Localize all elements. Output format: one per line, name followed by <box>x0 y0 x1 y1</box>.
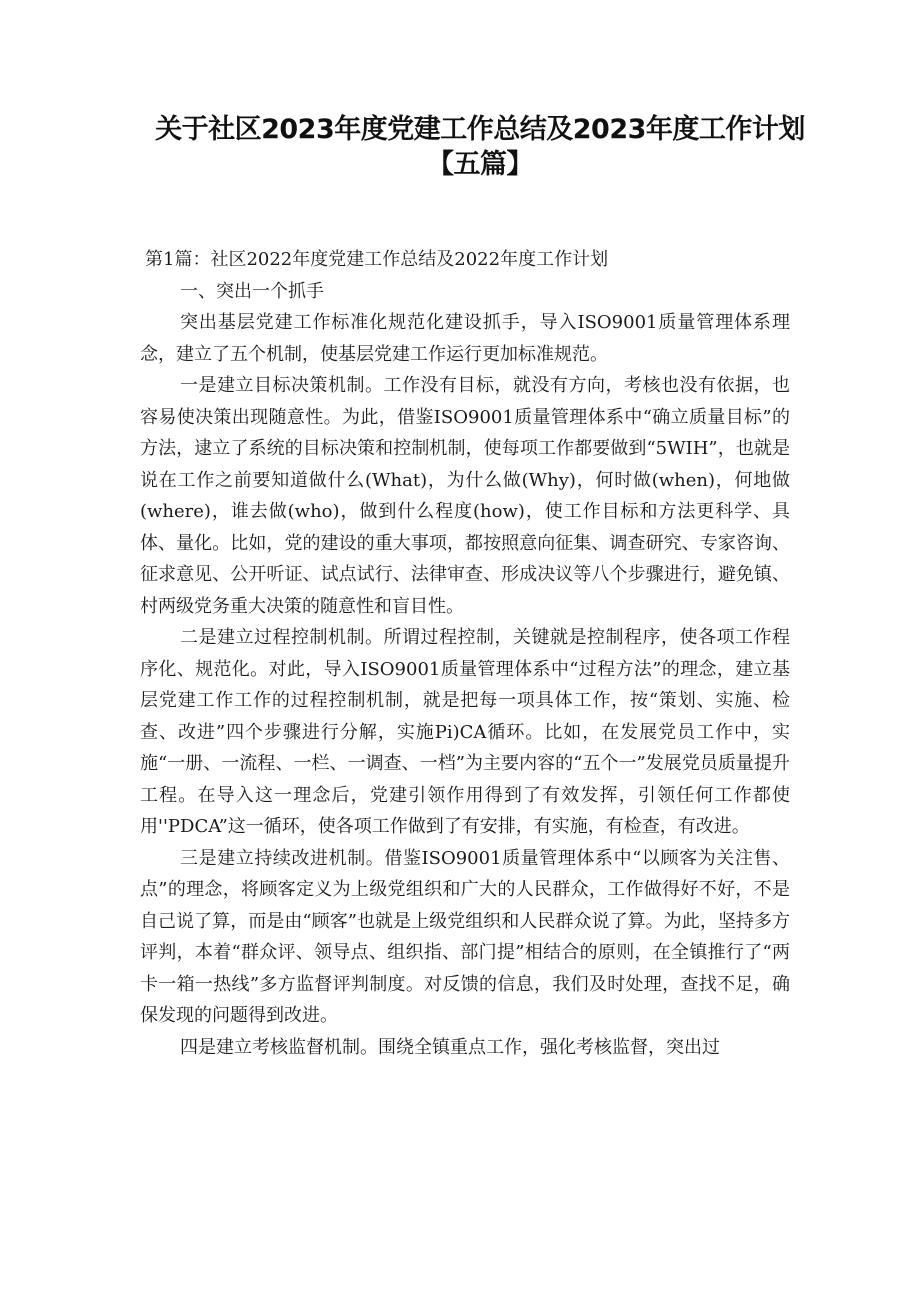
paragraph: 三是建立持续改进机制。借鉴ISO9001质量管理体系中“以顾客为关注售、点”的理念，将顾客定义为上级党组织和广大的人民群众，工作做得好不好，不是自己说了算，而是由“顾客”也就是上级党组织和人民群众说了算。为此，坚持多方评判，本着“群众评、领导点、组织指、部门提”相结合的原则，在全镇推行了“两卡一箱一热线”多方监督评判制度。对反馈的信息，我们及时处理，查找不足，确保发现的问题得到改进。 <box>140 847 790 1026</box>
document-title: 关于社区2023年度党建工作总结及2023年度工作计划 <box>155 114 805 145</box>
document-body <box>140 244 790 1063</box>
paragraph: 突出基层党建工作标准化规范化建设抓手，导入ISO9001质量管理体系理念，建立了五个机制，使基层党建工作运行更加标准规范。 <box>140 312 790 365</box>
paragraph: 二是建立过程控制机制。所谓过程控制，关键就是控制程序，使各项工作程序化、规范化。对此，导入ISO9001质量管理体系中“过程方法”的理念，建立基层党建工作工作的过程控制机制，就是把每一项具体工作，按“策划、实施、检查、改进”四个步骤进行分解，实施Pi)CA循环。比如，在发展党员工作中，实施“一册、一流程、一栏、一调查、一档”为主要内容的“五个一”发展党员质量提升工程。在导入这一理念后，党建引领作用得到了有效发挥，引领任何工作都使用''PDCA”这一循环，使各项工作做到了有安排，有实施，有检查，有改进。 <box>140 627 790 837</box>
document-title-suffix: 【五篇】 <box>427 149 533 180</box>
section-heading: 一、突出一个抓手 <box>180 280 324 302</box>
paragraph: 四是建立考核监督机制。围绕全镇重点工作，强化考核监督，突出过 <box>180 1036 720 1058</box>
article-subheading: 第1篇：社区2022年度党建工作总结及2022年度工作计划 <box>145 249 609 270</box>
paragraph: 一是建立目标决策机制。工作没有目标，就没有方向，考核也没有依据，也容易使决策出现随意性。为此，借鉴ISO9001质量管理体系中“确立质量目标”的方法，逮立了系统的目标决策和控制机制，使每项工作都要做到“5WIH”，也就是说在工作之前要知道做什么(What)，为什么做(Why)，何时做(when)，何地做(where)，谁去做(who)，做到什么程度(how)，使工作目标和方法更科学、具体、量化。比如，党的建设的重大事项，都按照意向征集、调查研究、专家咨询、征求意见、公开听证、试点试行、法律审查、形成决议等八个步骤进行，避免镇、村两级党务重大决策的随意性和盲目性。 <box>140 375 790 617</box>
